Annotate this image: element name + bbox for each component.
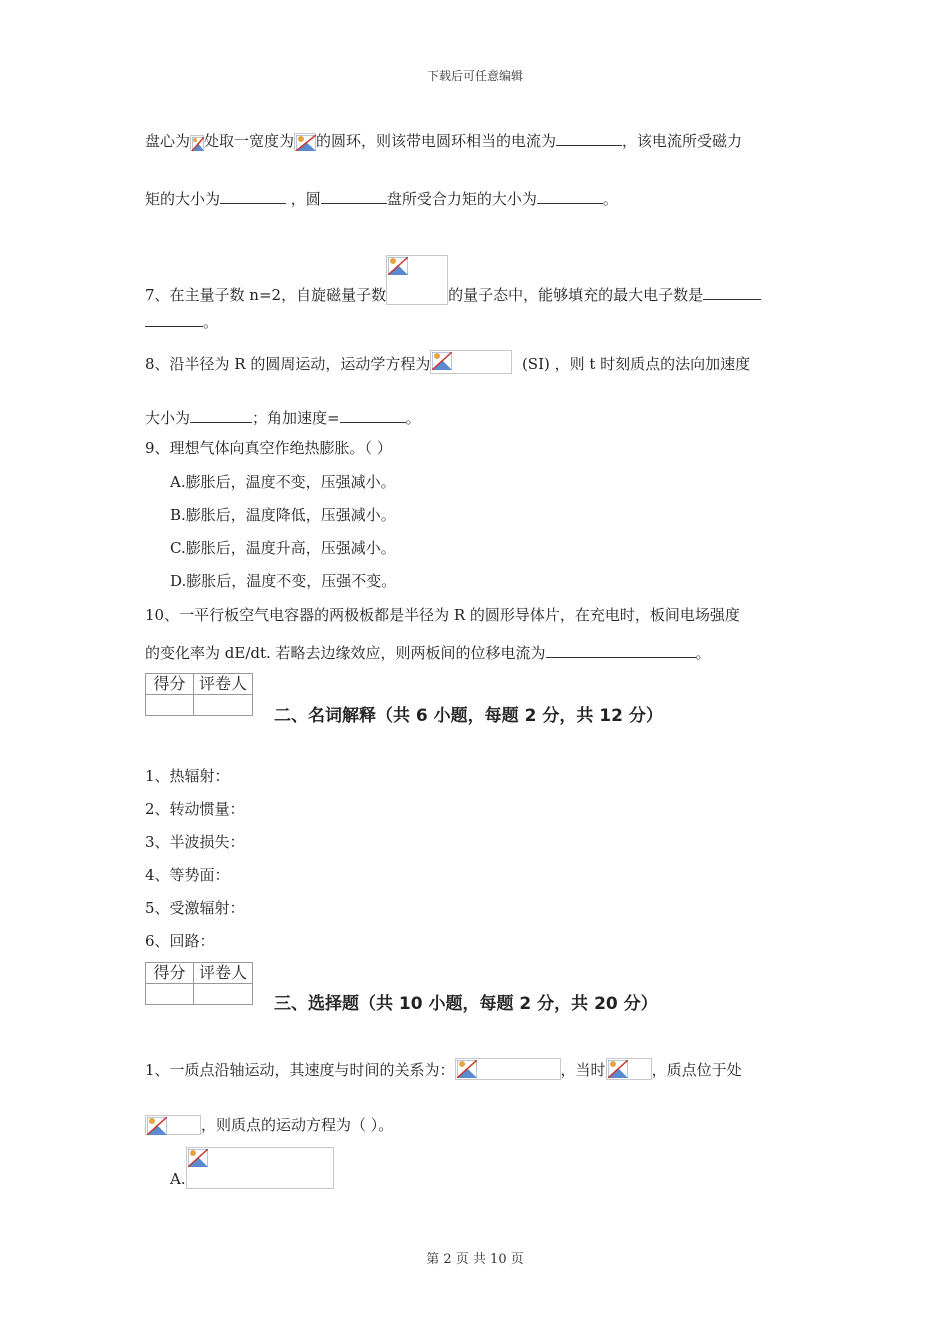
q10-line-2 xyxy=(145,643,815,663)
q7-text-a: 7、在主量子数 n=2，自旋磁量子数 xyxy=(145,286,387,304)
q7-text-c: 。 xyxy=(203,313,219,331)
term-item: 4、等势面： xyxy=(145,866,230,884)
grader-label: 评卷人 xyxy=(194,674,253,695)
s3-q1-option-a xyxy=(170,1147,840,1191)
q7-line-1 xyxy=(145,255,815,305)
answer-blank[interactable] xyxy=(340,408,406,423)
formula-image-icon xyxy=(606,1058,652,1080)
q6-text-f: ，圆 xyxy=(290,190,321,208)
q10-text-a: 的变化率为 dE/dt. 若略去边缘效应，则两板间的位移电流为 xyxy=(145,644,546,662)
q7-text-b: 的量子态中，能够填充的最大电子数是 xyxy=(448,286,704,304)
s3-q1-line-2 xyxy=(145,1115,815,1135)
q6-line-2 xyxy=(145,189,815,209)
q6-text-b: 处取一宽度为 xyxy=(204,132,295,150)
s3-q1-text-a: 1、一质点沿轴运动，其速度与时间的关系为： xyxy=(145,1061,455,1079)
q8-text-a: 8、沿半径为 R 的圆周运动，运动学方程为 xyxy=(145,355,431,373)
score-table xyxy=(145,962,253,1005)
q6-line-1 xyxy=(145,131,815,151)
formula-image-icon xyxy=(145,1115,201,1135)
q9-stem: 9、理想气体向真空作绝热膨胀。（ ） xyxy=(145,439,392,457)
answer-blank[interactable] xyxy=(537,189,603,204)
q7-line-2 xyxy=(145,312,815,332)
formula-image-icon xyxy=(294,133,316,151)
q6-text-c: 的圆环，则该带电圆环相当的电流为 xyxy=(316,132,557,150)
formula-image-icon xyxy=(430,350,512,374)
score-table xyxy=(145,673,253,716)
q8-text-b: (SI) ，则 t 时刻质点的法向加速度 xyxy=(521,355,751,373)
grader-cell[interactable] xyxy=(194,984,253,1005)
q8-line-2 xyxy=(145,408,815,428)
q6-text-e: 矩的大小为 xyxy=(145,190,221,208)
q8-line-1 xyxy=(145,350,815,374)
q10-line-1: 10、一平行板空气电容器的两极板都是半径为 R 的圆形导体片，在充电时，板间电场强度 xyxy=(145,606,740,624)
s3-q1-line-1 xyxy=(145,1058,815,1080)
q9-option-b: B.膨胀后，温度降低，压强减小。 xyxy=(170,506,396,524)
formula-image-icon xyxy=(190,135,204,151)
term-item: 6、回路： xyxy=(145,932,215,950)
q6-text-d: ，该电流所受磁力 xyxy=(622,132,743,150)
term-item: 5、受激辐射： xyxy=(145,899,245,917)
score-cell[interactable] xyxy=(146,984,194,1005)
q8-text-d: ；角加速度= xyxy=(252,409,340,427)
formula-image-icon xyxy=(186,1147,334,1189)
grader-label: 评卷人 xyxy=(194,963,253,984)
s3-q1-text-b: ，当时 xyxy=(560,1061,606,1079)
answer-blank[interactable] xyxy=(190,408,252,423)
answer-blank[interactable] xyxy=(703,285,761,300)
answer-blank[interactable] xyxy=(546,643,696,658)
q9-option-d: D.膨胀后，温度不变，压强不变。 xyxy=(170,572,397,590)
formula-image-icon xyxy=(455,1058,561,1080)
answer-blank[interactable] xyxy=(556,131,622,146)
q10-text-b: 。 xyxy=(695,644,711,662)
grader-cell[interactable] xyxy=(194,695,253,716)
term-item: 3、半波损失： xyxy=(145,833,245,851)
score-cell[interactable] xyxy=(146,695,194,716)
q6-text-a: 盘心为 xyxy=(145,132,191,150)
formula-image-icon xyxy=(386,255,448,305)
answer-blank[interactable] xyxy=(321,189,387,204)
answer-blank[interactable] xyxy=(220,189,286,204)
q9-option-c: C.膨胀后，温度升高，压强减小。 xyxy=(170,539,396,557)
term-item: 1、热辐射： xyxy=(145,767,230,785)
term-item: 2、转动惯量： xyxy=(145,800,245,818)
score-label: 得分 xyxy=(146,674,194,695)
page-header: 下载后可任意编辑 xyxy=(426,69,523,83)
page-footer: 第 2 页 共 10 页 xyxy=(426,1252,524,1267)
q6-text-g: 盘所受合力矩的大小为 xyxy=(386,190,537,208)
q6-text-h: 。 xyxy=(602,190,618,208)
score-label: 得分 xyxy=(146,963,194,984)
section-3-title: 三、选择题（共 10 小题，每题 2 分，共 20 分） xyxy=(274,994,658,1014)
s3-q1-text-c: ，质点位于处 xyxy=(651,1061,742,1079)
q8-text-c: 大小为 xyxy=(145,409,191,427)
answer-blank[interactable] xyxy=(145,312,203,327)
section-2-title: 二、名词解释（共 6 小题，每题 2 分，共 12 分） xyxy=(274,706,663,726)
option-a-label: A. xyxy=(170,1170,186,1188)
q9-option-a: A.膨胀后，温度不变，压强减小。 xyxy=(170,473,396,491)
s3-q1-text-d: ，则质点的运动方程为（ ）。 xyxy=(201,1116,394,1134)
q8-text-e: 。 xyxy=(405,409,421,427)
